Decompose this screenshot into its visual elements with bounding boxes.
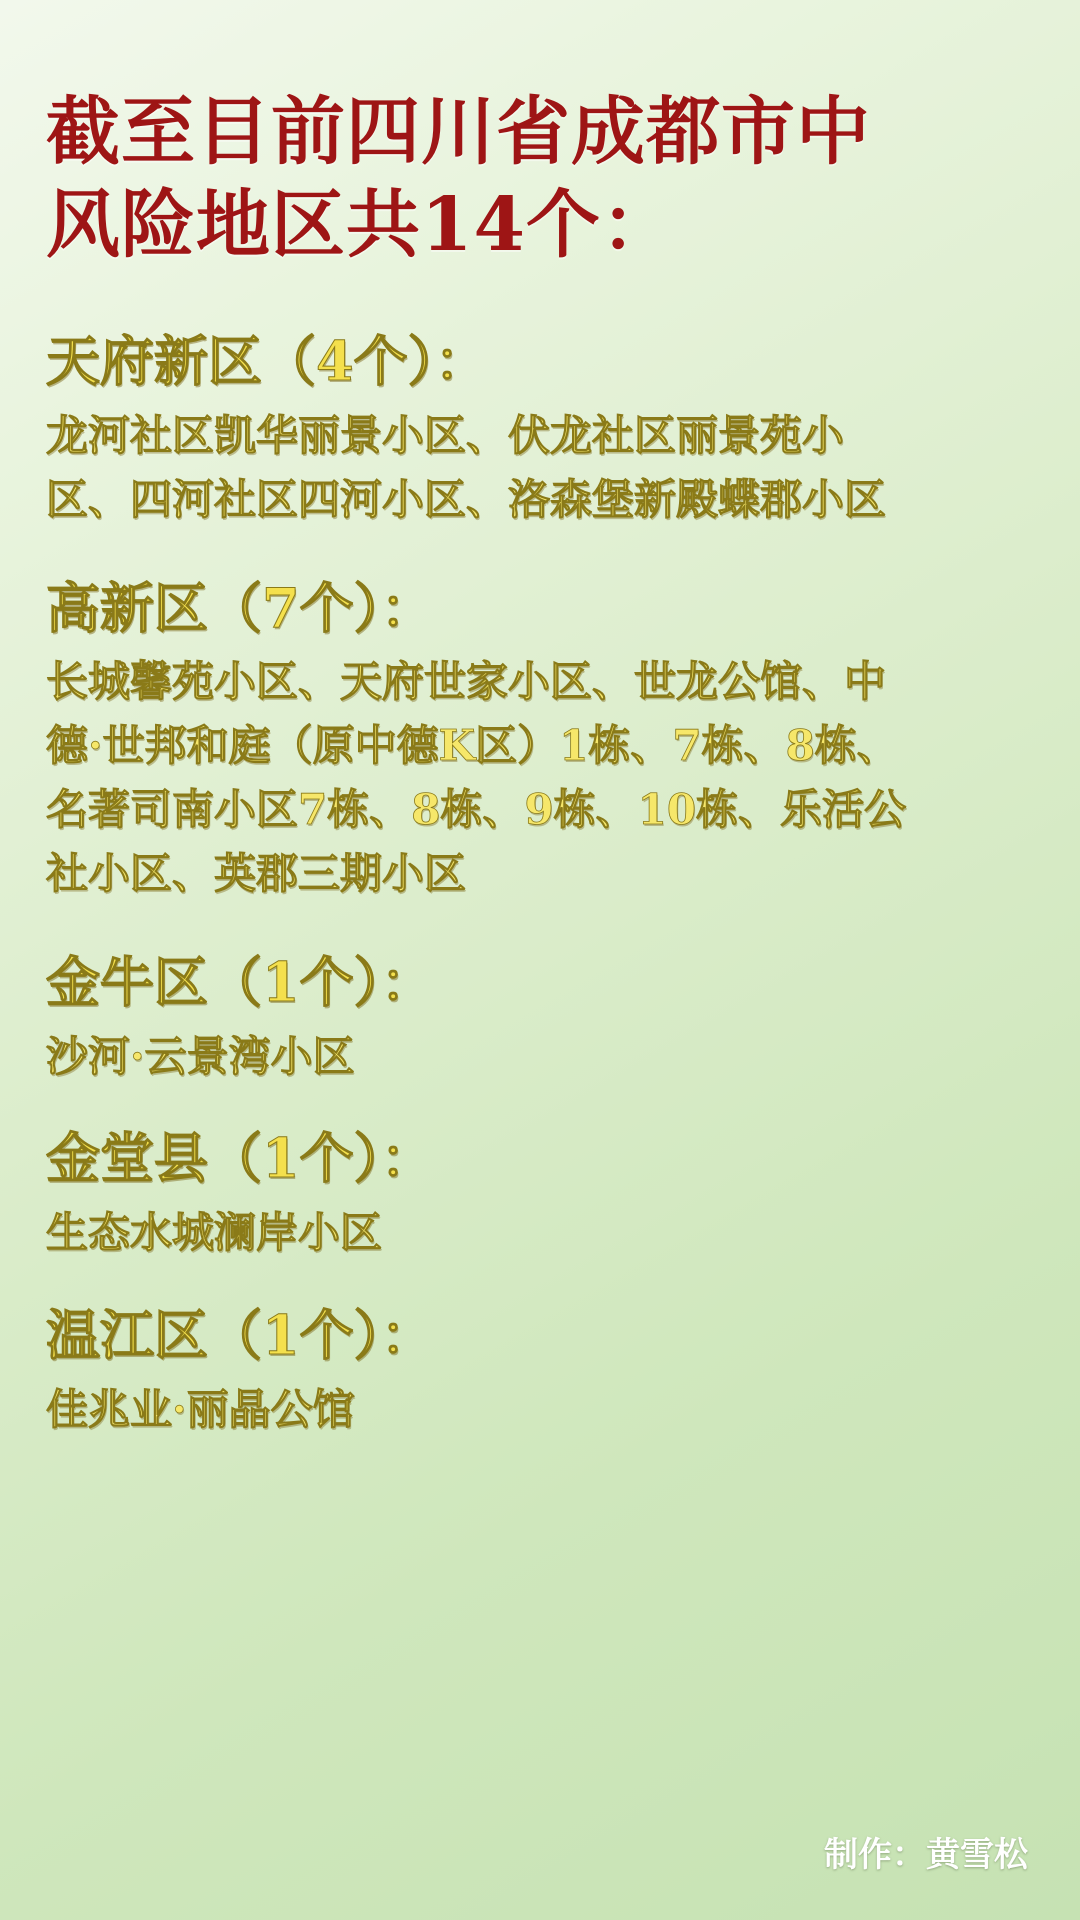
- section-title: 天府新区（4个）：: [46, 329, 489, 393]
- section-jinniu-district: [46, 946, 1034, 1089]
- section-tianfu-new-area: [46, 325, 1034, 532]
- section-jintang-county: [46, 1122, 1034, 1265]
- section-body: 佳兆业·丽晶公馆: [46, 1385, 355, 1435]
- section-title: 高新区（7个）：: [46, 575, 435, 640]
- section-high-tech-zone: [46, 572, 1034, 906]
- section-title: 金堂县（1个）：: [46, 1126, 435, 1191]
- section-title: 温江区（1个）：: [46, 1303, 435, 1368]
- section-title: 金牛区（1个）：: [46, 949, 435, 1014]
- section-wenjiang-district: [46, 1299, 1034, 1442]
- page-title: 截至目前四川省成都市中风险地区共14个：: [46, 89, 871, 268]
- section-body: 沙河·云景湾小区: [46, 1031, 355, 1081]
- section-body: 龙河社区凯华丽景小区、伏龙社区丽景苑小区、四河社区四河小区、洛森堡新殿蝶郡小区: [46, 410, 887, 524]
- credit-text: 制作：黄雪松: [824, 1835, 1028, 1875]
- section-body: 长城馨苑小区、天府世家小区、世龙公馆、中德·世邦和庭（原中德K区）1栋、7栋、8栋、名著司南小区7栋、8栋、9栋、10栋、乐活公社小区、英郡三期小区: [46, 657, 907, 898]
- section-body: 生态水城澜岸小区: [46, 1208, 383, 1258]
